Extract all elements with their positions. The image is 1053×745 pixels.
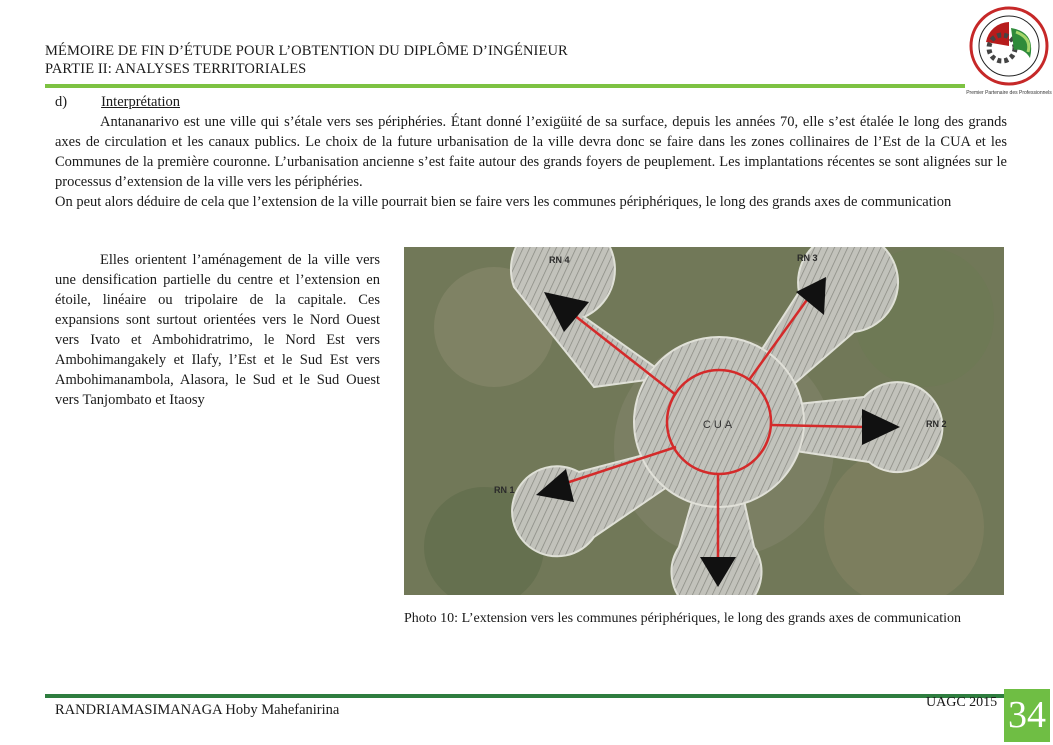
label-rn3: RN 3: [797, 253, 818, 263]
footer-author: RANDRIAMASIMANAGA Hoby Mahefanirina: [55, 702, 340, 718]
label-rn2: RN 2: [926, 419, 947, 429]
cua-label: CUA: [702, 419, 736, 431]
section-title: Interprétation: [101, 94, 181, 110]
header-title: MÉMOIRE DE FIN D’ÉTUDE POUR L’OBTENTION DU DIPLÔME D’INGÉNIEUR: [45, 43, 568, 59]
interpretation-section: [55, 92, 1007, 212]
body-paragraph-2: On peut alors déduire de cela que l’extension de la ville pourrait bien se faire vers les communes périphériques, le long des grands axes de communication: [55, 194, 952, 210]
section-label: d): [55, 94, 68, 110]
logo-tagline: Premier Partenaire des Professionnels: [966, 90, 1052, 96]
school-logo: [966, 2, 1052, 98]
expansion-paragraph: Elles orientent l’aménagement de la ville vers une densification partielle du centre et l’extension en étoile, linéaire ou tripolaire de la capitale. Ces expansions sont surtout orientées vers le Nord Ouest vers Ivato et Ambohidratrimo, le Nord Est vers Ambohimangakely et Ilafy, l’Est et le Sud Est vers Ambohimanambola, Alasora, le Sud et le Sud Ouest vers Tanjombato et Itaosy: [55, 252, 380, 408]
footer-divider: [45, 694, 1005, 698]
footer-org-year: UAGC 2015: [926, 695, 998, 710]
figure-caption: Photo 10: L’extension vers les communes périphériques, le long des grands axes de communication: [404, 611, 962, 626]
page-number: 34: [1004, 689, 1050, 742]
header-divider: [45, 84, 965, 88]
label-rn1: RN 1: [494, 485, 515, 495]
body-paragraph-1: Antananarivo est une ville qui s’étale vers ses périphéries. Étant donné l’exigüité de sa surface, depuis les années 70, elle s’est étalée le long des grands axes de circulation et les canaux publics. Le choix de la future urbanisation de la ville devra donc se faire dans les zones collinaires de l’Est de la CUA et les Communes de la première couronne. L’urbanisation ancienne s’est faite autour des grands foyers de peuplement. Les implantations récentes se sont alignées sur le processus d’extension de la ville vers les périphéries.: [55, 114, 1007, 190]
label-rn4: RN 4: [549, 255, 570, 265]
header-subtitle: PARTIE II: ANALYSES TERRITORIALES: [45, 61, 307, 77]
urban-extension-map: [404, 247, 1004, 595]
